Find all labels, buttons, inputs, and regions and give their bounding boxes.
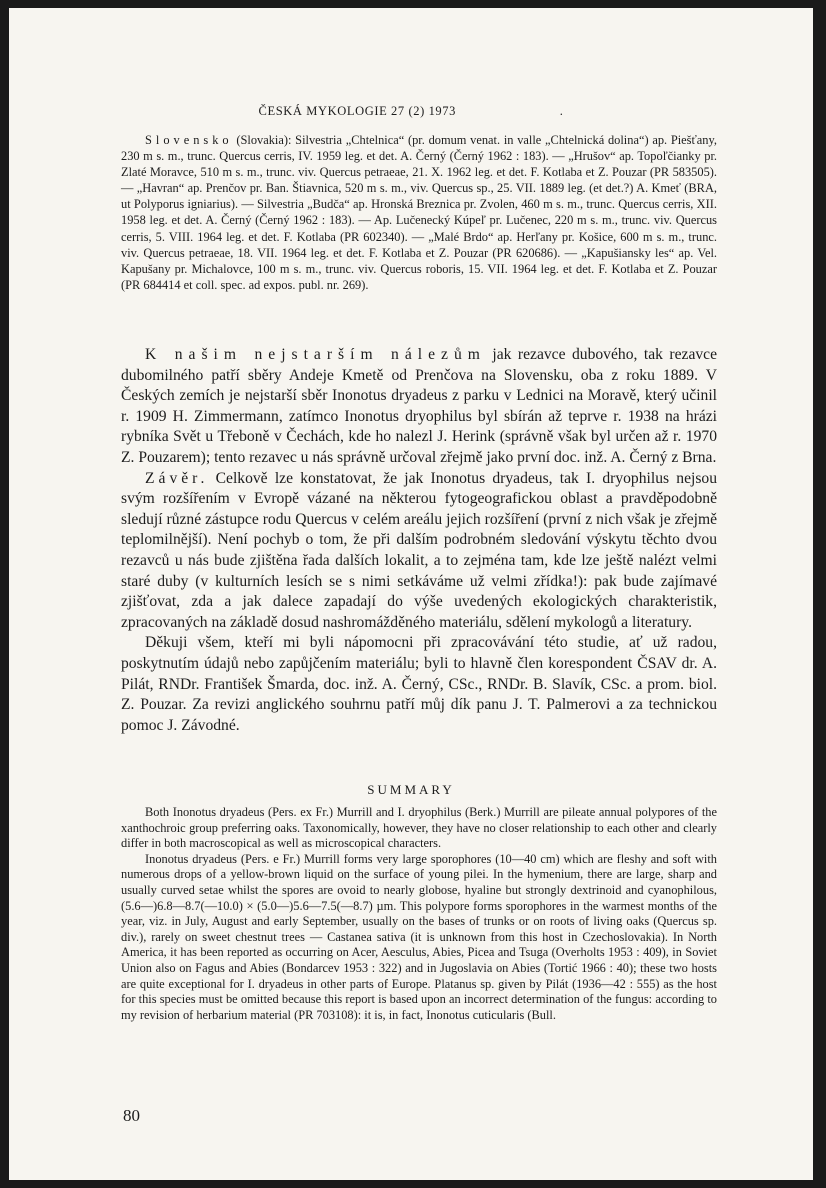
paragraph-oldest-finds	[121, 345, 717, 469]
locality-list	[121, 132, 717, 293]
summary-paragraph: Inonotus dryadeus (Pers. e Fr.) Murrill forms very large sporophores (10—40 cm) which are fleshy and soft with numerous drops of a yellow-brown liquid on the surface of young pilei. In the hymenium, there are large, sharp and usually curved setae whilst the spores are ovoid to nearly globose, hyaline but strongly dextrinoid and cyanophilous, (5.6—)6.8—8.7(—10.0) × (5.0—)5.6—7.5(—8.7) µm. This polypore forms sporophores in the warmest months of the year, viz. in July, August and early September, usually on the bases of trunks or on roots of living oaks (Quercus sp. div.), rarely on sweet chestnut trees — Castanea sativa (it is unknown from this host in Czechoslovakia). In North America, it has been reported as occurring on Acer, Aesculus, Abies, Picea and Tsuga (Overholts 1953 : 409), in Soviet Union also on Fagus and Abies (Bondarcev 1953 : 322) and in Jugoslavia on Abies (Tortić 1966 : 40); these two hosts are quite exceptional for I. dryadeus in other parts of Europe. Platanus sp. given by Pilát (1936—42 : 555) as the host for this species must be omitted because this report is based upon an incorrect determination of the fungus: according to my revision of herbarium material (PR 703108): it is, in fact, Inonotus cuticularis (Bull.	[121, 851, 717, 1022]
conclusion-lead: Závěr.	[145, 469, 209, 487]
summary-text	[121, 805, 717, 1023]
running-header	[9, 104, 813, 119]
page	[9, 8, 813, 1180]
paragraph-text: Celkově lze konstatovat, že jak Inonotus dryadeus, tak I. dryophilus nejsou svým rozšířením v Evropě vázané na některou fytogeografickou oblast a pravděpodobně sledují různé zástupce rodu Quercus v celém areálu jejich rozšíření (první z nich však je zřejmě teplomilnější). Není pochyb o tom, že při dalším podrobném sledování výskytu těchto dvou rezavců u nás bude zjištěna řada dalších lokalit, a to zejména tam, kde lze ještě nalézt velmi staré duby (v kulturních lesích se s nimi setkáváme už velmi zřídka!): pak bude zajímavé zjišťovat, zda a jak dalece zapadají do výše uvedených ekologických charakteristik, zpracovaných na základě dosud nashromážděného materiálu, sdělení mykologů a literatury.	[121, 469, 717, 631]
journal-title: ČESKÁ MYKOLOGIE 27 (2) 1973	[258, 104, 456, 118]
paragraph-text: jak rezavce dubového, tak rezavce dubomilného patří sběry Andeje Kmetě od Prenčova na Slovensku, oba z roku 1889. V Českých zemích je nejstarší sběr Inonotus dryadeus z parku v Lednici na Moravě, který učinil r. 1909 H. Zimmermann, zatímco Inonotus dryophilus byl sbírán až teprve r. 1938 na hrázi rybníka Svět u Třeboně v Čechách, kde ho nalezl J. Herink (správně však byl určen až r. 1970 Z. Pouzarem); tento rezavec u nás správně určoval zřejmě jako první doc. inž. A. Černý z Brna.	[121, 346, 718, 466]
body-text	[121, 345, 717, 736]
locality-text: (Slovakia): Silvestria „Chtelnica“ (pr. domum venat. in valle „Chtelnická dolina“) ap. Piešťany, 230 m s. m., trunc. Quercus cerris, IV. 1959 leg. et det. A. Černý (Černý 1962 : 183). — „Hrušov“ ap. Topoľčianky pr. Zlaté Moravce, 510 m s. m., trunc. viv. Quercus petraeae, 21. X. 1962 leg. et det. F. Kotlaba et Z. Pouzar (PR 583505). — „Havran“ ap. Prenčov pr. Ban. Štiavnica, 520 m s. m., viv. Quercus sp., 25. VII. 1889 leg. (et det.?) A. Kmeť (BRA, ut Polyporus igniarius). — Silvestria „Budča“ ap. Hronská Breznica pr. Zvolen, 460 m s. m., trunc. Quercus cerris, XII. 1958 leg. et det. A. Černý (Černý 1962 : 183). — Ap. Lučenecký Kúpeľ pr. Lučenec, 220 m s. m., trunc. viv. Quercus cerris, 5. VIII. 1964 leg. et det. F. Kotlaba (PR 602340). — „Malé Brdo“ ap. Herľany pr. Košice, 600 m s. m., trunc. viv. Quercus petraeae, 18. VII. 1964 leg. et det. F. Kotlaba et Z. Pouzar (PR 620686). — „Kapušiansky les“ ap. Vel. Kapušany pr. Michalovce, 100 m s. m., trunc. viv. Quercus roboris, 15. VII. 1964 leg. et det. F. Kotlaba et Z. Pouzar (PR 684414 et coll. spec. ad expos. publ. nr. 269).	[121, 133, 717, 292]
country-label: Slovensko	[145, 133, 233, 147]
summary-paragraph: Both Inonotus dryadeus (Pers. ex Fr.) Murrill and I. dryophilus (Berk.) Murrill are pileate annual polypores of the xanthochroic group preferring oaks. Taxonomically, however, they have no closer relationship to each other and clearly differ in both macroscopical as well as microscopical characters.	[121, 805, 717, 851]
paragraph-lead: K našim nejstarším nálezům	[145, 346, 486, 363]
paragraph-acknowledgements: Děkuji všem, kteří mi byli nápomocni při zpracovávání této studie, ať už radou, poskytnutím údajů nebo zapůjčením materiálu; byli to hlavně člen korespondent ČSAV dr. A. Pilát, RNDr. František Šmarda, doc. inž. A. Černý, CSc., RNDr. B. Slavík, CSc. a prom. biol. Z. Pouzar. Za revizi anglického souhrnu patří můj dík panu J. T. Palmerovi a za technickou pomoc J. Závodné.	[121, 634, 717, 734]
page-number: 80	[123, 1106, 140, 1125]
header-dot: .	[559, 104, 564, 118]
summary-heading: SUMMARY	[367, 782, 455, 797]
paragraph-conclusion	[121, 469, 717, 634]
